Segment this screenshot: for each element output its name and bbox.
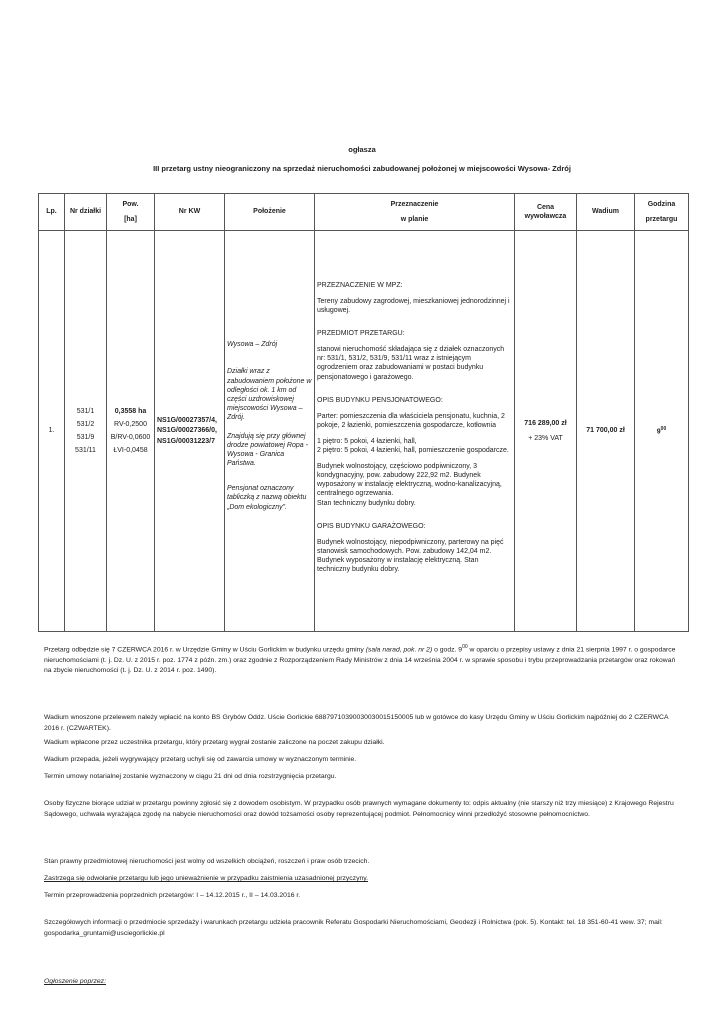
przeznaczenie-text: Budynek wolnostojący, niepodpiwniczony, parterowy na pięć stanowisk samochodowych. Pow. zabudowy 142,04 m2. Budynek wyposażony w instalację elektryczną. Stan techniczny budynku dobry. [317,538,504,573]
paragraph-notary-term: Termin umowy notarialnej zostanie wyznaczony w ciągu 21 dni od dnia rozstrzygnięcia przetargu. [44,773,337,780]
przeznaczenie-text: Stan techniczny budynku dobry. [317,499,416,507]
polozenie-text: Znajdują się przy głównej drodze powiatowej Ropa - Wysowa - Granica Państwa. [227,433,308,468]
pow-item: RV-0,2500 [114,420,147,428]
paragraph-wadium-forfeit: Wadium przepada, jeżeli wygrywający przetarg uchyli się od zawarcia umowy w wyznaczonym terminie. [44,756,357,763]
header-cena: Cena wywoławcza [515,194,577,231]
polozenie-text: Wysowa – Zdrój [227,341,278,349]
header-wadium: Wadium [577,194,635,231]
paragraph-wadium-payment: Wadium wnoszone przelewem należy wpłacić na konto BS Grybów Oddz. Uście Gorlickie 68879710390030030015150005 lub w gotówce do kasy Urzędu Gminy w Uściu Gorlickim najpóźniej do 2 CZERWCA 2016 r. (CZWARTEK). [44,714,669,732]
przeznaczenie-text: Budynek wolnostojący, częściowo podpiwniczony, 3 kondygnacyjny, pow. zabudowy 222,92 m2. Budynek wyposażony w instalację elektryczną, wodno-kanalizacyjną, centralnego ogrzewania. [317,463,502,498]
pow-item: B/RV-0,0600 [110,434,151,441]
cell-cena [515,231,577,632]
section-heading: PRZEZNACZENIE W MPZ: [317,281,403,289]
cell-pow [107,231,155,632]
header-przeznaczenie: Przeznaczenie w planie [315,194,515,231]
polozenie-text: Działki wraz z zabudowaniem położone w odległości ok. 1 km od części uzdrowiskowej miejscowości Wysowa – Zdrój. [227,368,312,421]
przeznaczenie-text: 2 piętro: 5 pokoi, 4 łazienki, hall, pomieszczenie gospodarcze. [317,447,509,455]
paragraph-legal-status: Stan prawny przedmiotowej nieruchomości jest wolny od wszelkich obciążeń, roszczeń i praw osób trzecich. [44,858,370,865]
section-heading: OPIS BUDYNKU GARAŻOWEGO: [317,522,426,530]
header-pow: Pow. [ha] [107,194,155,231]
paragraph-documents: Osoby fizyczne biorące udział w przetargu powinny zgłosić się z dowodem osobistym. W przypadku osób prawnych wymagane dokumenty to: odpis aktualny (nie starszy niż trzy miesiące) z Krajowego Rejestru Sądowego, uchwała wyrażająca zgodę na nabycie nieruchomości oraz dowód tożsamości osoby reprezentującej podmiot. Pełnomocnicy winni przedłożyć stosowne pełnomocnictwo. [44,800,674,818]
cena-value: 716 289,00 zł [524,419,567,427]
header-nr-dzialki: Nr działki [65,194,107,231]
przeznaczenie-text: Tereny zabudowy zagrodowej, mieszkaniowej jednorodzinnej i usługowej. [317,298,510,315]
section-heading: PRZEDMIOT PRZETARGU: [317,330,405,338]
dzialka-item: 531/2 [76,420,95,428]
table-header-row [39,194,689,231]
pow-item: ŁVI-0,0458 [113,447,148,455]
cell-przeznaczenie [315,231,515,632]
cell-dzialki [65,231,107,632]
kw-item: NS1G/00027366/0, [157,427,217,435]
kw-item: NS1G/00031223/7 [157,437,215,445]
table-row [39,231,689,632]
cell-polozenie [225,231,315,632]
header-godzina: Godzina przetargu [635,194,689,231]
cena-vat: + 23% VAT [528,435,563,442]
cell-nr-kw [155,231,225,632]
paragraph-date-location: Przetarg odbędzie się 7 CZERWCA 2016 r. w Urzędzie Gminy w Uściu Gorlickim w budynku urzędu gminy (sala narad, pok. nr 2) o godz. $9^{00}$ w oparciu o przepisy ustawy z dnia 21 sierpnia 1997 r. o gospodarce nieruchomościami (t. j. Dz. U. z 2015 r. poz. 1774 z późn. zm.) oraz zgodnie z Rozporządzeniem Rady Ministrów z dnia 14 września 2004 r. w sprawie sposobu i trybu przeprowadzania przetargów oraz rokowań na zbycie nieruchomości (t. j. Dz. U. z 2014 r. poz. 1490). [44,644,676,675]
announcement-subtitle: III przetarg ustny nieograniczony na sprzedaż nieruchomości zabudowanej położonej w miejscowości Wysowa- Zdrój [153,164,571,173]
cell-lp: 1. [39,231,65,632]
paragraph-contact: Szczegółowych informacji o przedmiocie sprzedaży i warunkach przetargu udziela pracownik Referatu Gospodarki Nieruchomościami, Geodezji i Rolnictwa (pok. 5). Kontakt: tel. 18 351-60-41 wew. 37; mail: gospodarka_gruntami@usciegorlickie.pl [44,919,663,937]
paragraph-wadium-credit: Wadium wpłacone przez uczestnika przetargu, który przetarg wygrał zostanie zaliczone na poczet zakupu działki. [44,739,385,746]
dzialka-item: 531/1 [76,407,95,415]
przeznaczenie-text: Parter: pomieszczenia dla właściciela pensjonatu, kuchnia, 2 pokoje, 2 łazienki, pomieszczenia gospodarcze, kotłownia [317,412,505,429]
header-polozenie: Położenie [225,194,315,231]
pow-total: 0,3558 ha [114,407,147,415]
dzialka-item: 531/9 [76,434,95,441]
polozenie-text: Pensjonat oznaczony tabliczką z nazwą obiektu „Dom ekologiczny”. [227,485,307,511]
przeznaczenie-text: stanowi nieruchomość składająca się z działek oznaczonych nr: 531/1, 531/2, 531/9, 531/11 wraz z istniejącym ogrodzeniem oraz zabudowaniami w postaci budynku pensjonatowego i garażowego. [317,346,505,381]
dzialka-item: 531/11 [75,447,96,455]
cell-wadium: 71 700,00 zł [577,231,635,632]
header-nr-kw: Nr KW [155,194,225,231]
section-heading: OPIS BUDYNKU PENSJONATOWEGO: [317,396,443,404]
paragraph-announcement-via: Ogłoszenie poprzez: [44,978,106,985]
przeznaczenie-text: 1 piętro: 5 pokoi, 4 łazienki, hall, [317,437,417,445]
paragraph-previous-tenders: Termin przeprowadzenia poprzednich przetargów: I – 14.12.2015 r., II – 14.03.2016 r. [44,892,301,899]
property-table [38,193,689,632]
cell-godzina: $9^{00}$ [635,231,689,632]
paragraph-cancellation: Zastrzega się odwołanie przetargu lub jego unieważnienie w przypadku zaistnienia uzasadnionej przyczyny. [44,875,369,882]
header-lp: Lp. [39,194,65,231]
kw-item: NS1G/00027357/4, [157,417,217,425]
announcement-heading: ogłasza [348,145,376,154]
